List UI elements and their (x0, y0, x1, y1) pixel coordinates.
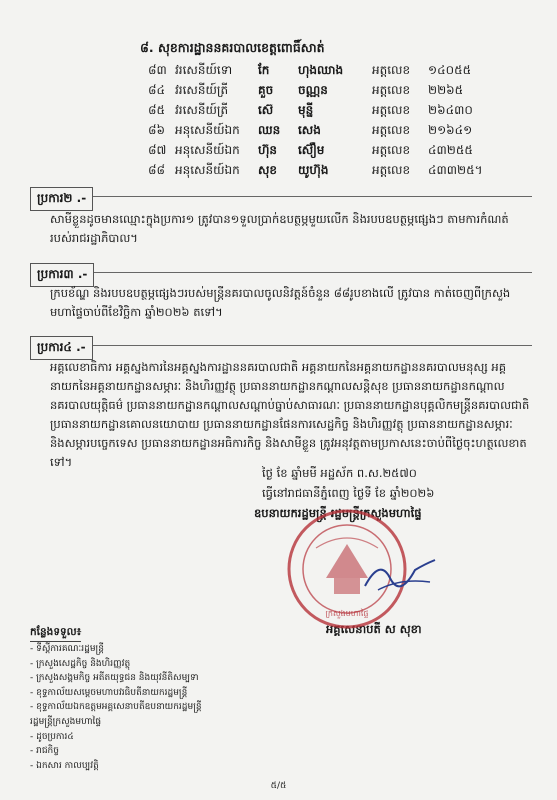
id-number: ២១៦៤១ (428, 123, 473, 137)
row-number: ៨៥ (148, 103, 165, 117)
row-number: ៨៤ (148, 83, 165, 97)
recipient-item: - ក្រសួងសេដ្ឋកិច្ច និងហិរញ្ញវត្ថុ (30, 658, 131, 669)
id-number: ១៤០៥៥ (428, 63, 472, 77)
article-4-label: ប្រការ៤ .- (30, 336, 93, 360)
solar-date: ធ្វើនៅរាជធានីភ្នំពេញ ថ្ងៃទី ខែ ឆ្នាំ២០២៦ (262, 486, 435, 500)
roster-row (0, 62, 557, 82)
id-number: ២២៦៥ (428, 83, 464, 97)
article-3-label: ប្រការ៣ .- (30, 263, 94, 287)
row-number: ៨៨ (148, 163, 165, 177)
article-2-text: សាមីខ្លួនដូចមានឈ្មោះក្នុងប្រការ១ ត្រូវបាន១ទួលប្រាក់ឧបត្ថម្ភមួយលើក និងរបបឧបត្ថម្ភផ្សេងៗ តាមការកំណត់របស់រាជរដ្ឋាភិបាល។ (50, 212, 509, 245)
recipient-item: - ខុទ្ទកាល័យសម្តេចមហាបវរធិបតីនាយករដ្ឋមន្ត្រី (30, 687, 188, 698)
id-number: ២៦៤៣០ (428, 103, 473, 117)
recipients-list (30, 642, 290, 773)
roster-row (0, 82, 557, 102)
roster-row (0, 122, 557, 142)
id-label: អត្តលេខ (372, 63, 411, 77)
officer-name: ចណ្ណន (298, 83, 328, 97)
officer-surname: ហ៊ុន (258, 143, 278, 157)
row-number: ៨៦ (148, 123, 165, 137)
officer-name: យូហ៊ុង (298, 163, 329, 177)
officer-rank: អនុសេនីយ៍ឯក (175, 143, 240, 157)
recipient-item: - ដូចប្រការ៤ (30, 731, 74, 742)
recipient-item: - ខុទ្ទកាល័យឯកឧត្តមអគ្គសេនាបតីឧបនាយករដ្ឋមន្ត្រី (30, 702, 202, 713)
recipient-item: - ទីស្តីការគណៈរដ្ឋមន្ត្រី (30, 644, 104, 654)
article-3-text: ក្របខ័ណ្ឌ និងរបបឧបត្ថម្ភផ្សេងៗរបស់មន្ត្រីនគរបាលចូលនិវត្តន៍ចំនួន ៨៨រូបខាងលើ ត្រូវបាន កាត់ចេញពីក្រសួងមហាផ្ទៃចាប់ពីខែវិច្ឆិកា ឆ្នាំ២០២៦ តទៅ។ (50, 286, 511, 319)
roster-row (0, 162, 557, 182)
recipient-item: រដ្ឋមន្ត្រីក្រសួងមហាផ្ទៃ (30, 716, 102, 727)
article-divider (30, 196, 532, 197)
roster-row (0, 142, 557, 162)
section-heading: ៨. សុខការដ្ឋាននគរបាលខេត្តពោធិ៍សាត់ (140, 40, 325, 55)
signatory-name: អគ្គសេនាបតី ស សុខា (326, 622, 422, 636)
officer-surname: ឈន (258, 123, 281, 137)
id-label: អត្តលេខ (372, 143, 411, 157)
recipient-item: - រាជកិច្ច (30, 746, 59, 757)
officer-rank: វរសេនីយ៍ទោ (175, 63, 233, 77)
seal-text: ក្រសួងមហាផ្ទៃ (325, 609, 369, 618)
id-label: អត្តលេខ (372, 163, 411, 177)
row-number: ៨៣ (148, 63, 167, 77)
recipient-item: - ឯកសារ កាលប្បវត្តិ (30, 760, 99, 771)
signatory-title: ឧបនាយករដ្ឋមន្ត្រី រដ្ឋមន្ត្រីក្រសួងមហាផ្ទៃ (254, 506, 422, 520)
article-divider (30, 272, 532, 273)
officer-rank: អនុសេនីយ៍ឯក (175, 163, 240, 177)
officer-name: ហុងឈាង (298, 63, 344, 77)
id-number: ៤៣៣២៥។ (428, 163, 483, 177)
officer-surname: សុខ (258, 163, 278, 177)
id-label: អត្តលេខ (372, 103, 411, 117)
officer-name: ស៊ឿម (298, 143, 325, 157)
officer-rank: វរសេនីយ៍ត្រី (175, 103, 229, 117)
id-label: អត្តលេខ (372, 83, 411, 97)
officer-surname: ស៊េ (258, 103, 274, 117)
officer-name: សេង (298, 123, 321, 137)
officer-name: មុន្នី (298, 103, 314, 117)
id-label: អត្តលេខ (372, 123, 411, 137)
article-2-label: ប្រការ២ .- (30, 187, 93, 211)
recipients-heading: កន្លែងទទួល៖ (30, 626, 81, 642)
article-divider (30, 345, 532, 346)
signature-icon (360, 548, 440, 598)
article-4-text: អគ្គលេខាធិការ អគ្គស្នងការនៃអគ្គស្នងការដ្ឋាននគរបាលជាតិ អគ្គនាយកនៃអគ្គនាយកដ្ឋាននគរបាលមនុស្ស អគ្គនាយកនៃអគ្គនាយកដ្ឋានសម្ភារៈ និងហិរញ្ញវត្ថុ ប្រធាននាយកដ្ឋានកណ្តាលសន្តិសុខ ប្រធាននាយកដ្ឋានកណ្តាលនគរបាលយុត្តិធម៌ ប្រធាននាយកដ្ឋានកណ្តាលសណ្តាប់ធ្នាប់សាធារណៈ ប្រធាននាយកដ្ឋានបុគ្គលិកមន្ត្រីនគរបាលជាតិ ប្រធាននាយកដ្ឋានគោលនយោបាយ ប្រធាននាយកដ្ឋានផែនការសេដ្ឋកិច្ច និងហិរញ្ញវត្ថុ ប្រធាននាយកដ្ឋានសម្ភារៈ និងសម្ភារបច្ចេកទេស ប្រធាននាយកដ្ឋានអធិការកិច្ច និងសាមីខ្លួន ត្រូវអនុវត្តតាមប្រកាសនេះចាប់ពីថ្ងៃចុះហត្ថលេខាតទៅ។ (50, 360, 530, 469)
recipient-item: - ក្រសួងសង្គមកិច្ច អតីតយុទ្ធជន និងយុវនីតិសម្បទា (30, 673, 199, 684)
roster-row (0, 102, 557, 122)
row-number: ៨៧ (148, 143, 167, 157)
page-number: ៥/៥ (270, 781, 287, 791)
id-number: ៤៣២៥៥ (428, 143, 473, 157)
officer-rank: អនុសេនីយ៍ឯក (175, 123, 240, 137)
officer-surname: គួច (258, 83, 274, 97)
lunar-date: ថ្ងៃ ខែ ឆ្នាំមមី អដ្ឋស័ក ព.ស.២៥៧០ (262, 466, 417, 480)
officer-surname: កែ (258, 63, 270, 77)
officer-rank: វរសេនីយ៍ត្រី (175, 83, 229, 97)
